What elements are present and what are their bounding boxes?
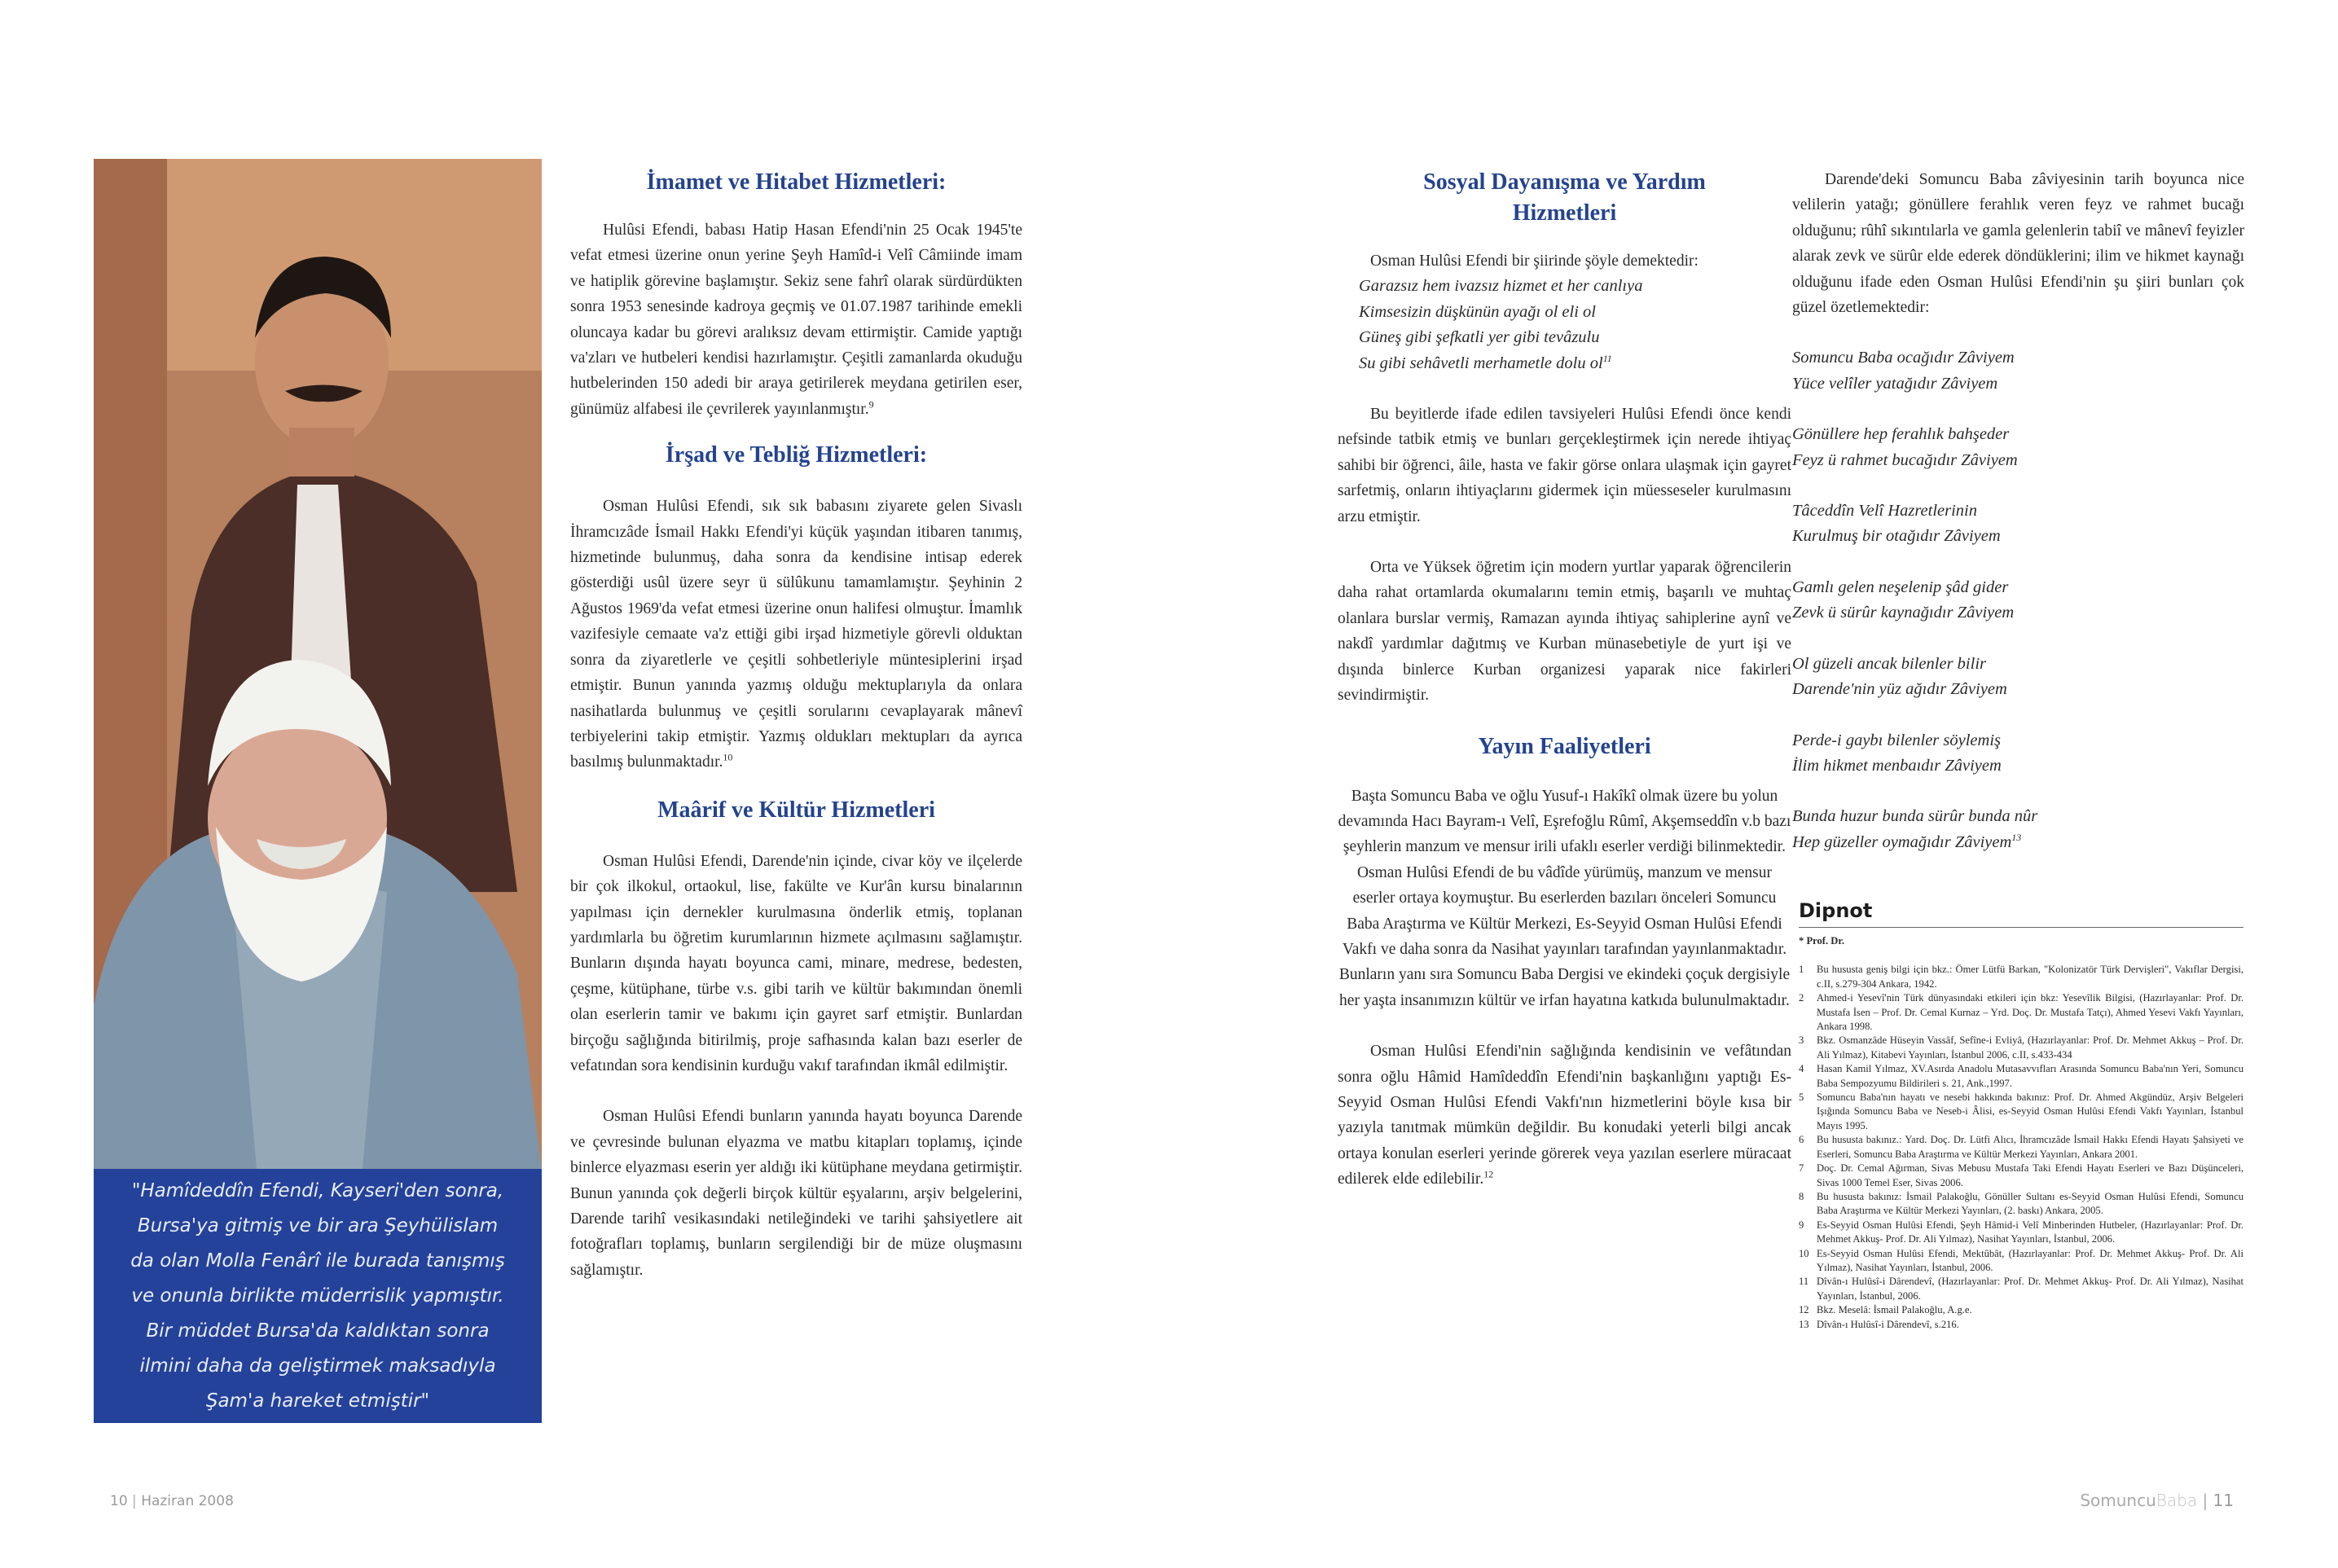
footnote-text: Somuncu Baba'nın hayatı ve nesebi hakkında bakınız: Prof. Dr. Ahmed Akgündüz, Arşiv Belgeleri Işığında Somuncu Baba ve Neseb-i Âlisi, es-Seyyid Osman Hulûsi Efendi Vakfı Yayınları, İstanbul Mayıs 1995. [1817, 1091, 2244, 1131]
footnote-text: Bu hususta bakınız: İsmail Palakoğlu, Gönüller Sultanı es-Seyyid Osman Hulûsi Efendi, Somuncu Baba Araştırma ve Kültür Merkezi Yayınları, (2. baskı) Ankara, 2005. [1817, 1190, 2244, 1217]
photo-caption: "Hamîdeddîn Efendi, Kayseri'den sonra, Bursa'ya gitmiş ve bir ara Şeyhülislam da olan Molla Fenârî ile burada tanışmış ve onunla birlikte müderrislik yapmıştır. Bir müddet Bursa'da kaldıktan sonra ilmini daha da geliştirmek maksadıyla Şam'a hareket etmiştir" [130, 1179, 505, 1412]
poem-stanza: Bunda huzur bunda sürûr bunda nûr Hep güzeller oymağıdır Zâviyem$^{13}$ [1792, 807, 2038, 851]
section-heading-yayin: Yayın Faaliyetleri [1478, 733, 1651, 759]
portrait-photo [94, 159, 542, 1169]
footnotes-section [1799, 899, 2244, 1332]
footnote-number: 13 [1799, 1318, 1809, 1330]
poem-stanza: Gamlı gelen neşelenip şâd gider Zevk ü sürûr kaynağıdır Zâviyem [1792, 578, 2015, 622]
footnote-ref: 13 [2011, 831, 2022, 843]
footnote-text: Hasan Kamil Yılmaz, XV.Asırda Anadolu Mutasavvıfları Arasında Somuncu Baba'nın Yeri, Somuncu Baba Sempozyumu Bildirileri s. 21, Ank.,1997. [1817, 1063, 2244, 1089]
verse-line: Kimsesizin düşkünün ayağı ol eli ol [1359, 302, 1596, 321]
verse-line: Su gibi sehâvetli merhametle dolu $ol^{11}$ [1359, 352, 1612, 372]
verse-line: Garazsız hem ivazsız hizmet et her canlıya [1359, 277, 1643, 296]
footnote-number: 9 [1799, 1219, 1804, 1231]
footnote-number: 4 [1799, 1063, 1804, 1075]
footnote-number: 5 [1799, 1091, 1804, 1104]
right-text-column-2 [1792, 167, 2244, 855]
footnote-number: 11 [1799, 1276, 1809, 1288]
paragraph-vakif: Osman Hulûsi Efendi'nin sağlığında kendisinin ve vefâtından sonra oğlu Hâmid Hamîdeddîn Efendi'nin başkanlığını yaptığı Es-Seyyid Osman Hulûsi Efendi Vakfı'nın hizmetlerini böyle kısa bir yazıyla tanıtmak mümkün değildir. Bu konudaki yeterli bilgi ancak ortaya konulan eserleri yerinde görerek veya yazılan eserlere müracaat edilerek elde edilebilir.$^{12}$ [1338, 1043, 1791, 1188]
poem-zaviyem [1792, 345, 2244, 855]
footnote-item [1799, 963, 2244, 991]
footnote-item [1799, 1133, 2244, 1162]
footnote-item [1799, 1162, 2244, 1190]
page-number-left: 10 [110, 1493, 128, 1509]
paragraph-irsad: Osman Hulûsi Efendi, sık sık babasını ziyarete gelen Sivaslı İhramcızâde İsmail Hakkı Efendi'yi küçük yaşından itibaren tanımış, hizmetinde bulunmuş, daha sonra da kendisine intisap ederek gösterdiği usûl üzere seyr ü sülûkunu tamamlamıştır. Şeyhinin 2 Ağustos 1969'da vefat etmesi üzerine onun halifesi olmuştur. İmamlık vazifesiyle cemaate va'z ettiği gibi irşad hizmetiyle görevli olduktan sonra da ziyaretlerle ve çeşitli sohbetleriyle müntesiplerini irşad etmiştir. Bunun yanında yazmış olduğu mektuplarıyla da onlara nasihatlarda bulunmuş ve çeşitli sorularını cevaplayarak mânevî terbiyelerini takip etmiştir. Yazmış oldukları mektupları da ayrıca basılmış bulunmaktadır.$^{10}$ [570, 498, 1022, 771]
right-text-column-1 [1338, 167, 1791, 1192]
footer-divider: | [2202, 1491, 2213, 1510]
footnote-ref: 10 [723, 751, 733, 763]
right-page-footer [2080, 1491, 2234, 1510]
footnote-number: 12 [1799, 1304, 1809, 1316]
footnote-ref: 12 [1483, 1168, 1494, 1180]
footnote-text: Ahmed-i Yesevî'nin Türk dünyasındaki etkileri için bkz: Yesevîlik Bilgisi, (Hazırlayanlar: Prof. Dr. Mustafa İsen – Prof. Dr. Cemal Kurnaz – Yrd. Doç. Dr. Mustafa Tatçı), Ahmed Yesevi Vakfı Yayınları, Ankara 1998. [1817, 992, 2244, 1033]
footnotes-title: Dipnot [1799, 899, 1873, 922]
poem-stanza: Perde-i gaybı bilenler söylemiş İlim hikmet menbaıdır Zâviyem [1792, 731, 2002, 775]
footnote-number: 1 [1799, 964, 1804, 976]
footnote-number: 6 [1799, 1134, 1804, 1146]
footnote-text: Bkz. Osmanzâde Hüseyin Vassâf, Sefîne-i Evliyâ, (Hazırlayanlar: Prof. Dr. Mehmet Akkuş – Prof. Dr. Ali Yılmaz), Kitabevi Yayınları, İstanbul 2006, c.II, s.433-434 [1817, 1034, 2244, 1061]
issue-date: Haziran 2008 [141, 1493, 234, 1509]
footnote-item [1799, 1034, 2244, 1062]
section-heading-sosyal: Sosyal Dayanışma ve Yardım Hizmetleri [1423, 169, 1706, 226]
footnote-number: 2 [1799, 992, 1804, 1004]
poem-stanza: Gönüllere hep ferahlık bahşeder Feyz ü rahmet bucağıdır Zâviyem [1792, 425, 2018, 469]
paragraph-yurtlar: Orta ve Yüksek öğretim için modern yurtlar yaparak öğrencilerin daha rahat ortamlarda okumalarını temin etmiş, başarılı ve muhtaç olanlara burslar vermiş, Ramazan ayında ihtiyaç sahiplerine aynî ve nakdî yardımlar dağıtmış ve Kurban münasebetiyle de yurt işi ve dışında binlerce Kurban organizesi yaparak nice fakirleri sevindirmiştir. [1338, 559, 1791, 705]
footnotes-divider [1799, 927, 2244, 928]
footnote-item [1799, 1303, 2244, 1317]
footnote-text: Doç. Dr. Cemal Ağırman, Sivas Mebusu Mustafa Taki Efendi Hayatı Eserleri ve Bazı Düşünceleri, Sivas 1000 Temel Eser, Sivas 2006. [1817, 1162, 2244, 1188]
footnote-number: 3 [1799, 1034, 1804, 1047]
footnote-ref: 9 [868, 398, 874, 411]
footnote-text: Bu hususta bakınız.: Yard. Doç. Dr. Lütfi Alıcı, İhramcızâde İsmail Hakkı Efendi Hayatı Şahsiyeti ve Eserleri, Somuncu Baba Araştırma ve Kültür Merkezi Yayınları, Ankara 2001. [1817, 1134, 2244, 1160]
poem-stanza: Somuncu Baba ocağıdır Zâviyem Yüce velîler yatağıdır Zâviyem [1792, 349, 2015, 393]
footnote-item [1799, 1219, 2244, 1247]
section-heading-maarif: Maârif ve Kültür Hizmetleri [657, 797, 935, 823]
footnote-text: Dîvân-ı Hulûsî-i Dârendevî, (Hazırlayanlar: Prof. Dr. Mehmet Akkuş- Prof. Dr. Ali Yılmaz), Nasihat Yayınları, İstanbul, 2006. [1817, 1276, 2244, 1302]
paragraph-maarif-2: Osman Hulûsi Efendi bunların yanında hayatı boyunca Darende ve çevresinde bulunan elyazma ve matbu kitapları toplamış, içinde binlerce elyazması eserin yer aldığı iki kütüphane meydana getirmiştir. Bunun yanında çok değerli birçok kültür eşyalarını, arşiv belgelerini, Darende tarihî vesikasındaki netileğindeki ve tarihi şahsiyetlere ait fotoğrafları toplamış, bunların sergilendiği bir de müze oluşmasını sağlamıştır. [570, 1108, 1022, 1279]
poem-stanza: Ol güzeli ancak bilenler bilir Darende'nin yüz ağıdır Zâviyem [1792, 654, 2007, 699]
portrait-illustration [94, 159, 542, 1169]
footnote-number: 7 [1799, 1162, 1804, 1175]
paragraph-beyitler: Bu beyitlerde ifade edilen tavsiyeleri Hulûsi Efendi önce kendi nefsinde tatbik etmiş ve bunları gerçekleştirmek için nerede ihtiyaç sahibi bir öğrenci, âile, hasta ve fakir görse onlara ulaşmak için gayret sarfetmiş, onların ihtiyaçlarını gidermek için müesseseler kurulmasını arzu etmiştir. [1338, 406, 1791, 525]
page-number-right: 11 [2213, 1491, 2234, 1510]
paragraph-maarif-1: Osman Hulûsi Efendi, Darende'nin içinde, civar köy ve ilçelerde bir çok ilkokul, ortaokul, lise, fakülte ve Kur'ân kursu binalarının yapılması için dernekler kurulmasına önderlik etmiş, toplanan yardımlarla bu öğretim kurumlarının hizmete açılmasını sağlamıştır. Bunların dışında hayatı boyunca cami, minare, medrese, bedesten, çeşme, kütüphane, türbe v.s. gibi tarih ve kültür bakımından önemli olan eserlerin tamir ve bakımı için gayret sarf etmiştir. Bunlardan birçoğu sağlığında bitirilmiş, proje safhasında kalan bazı eserler de vefatından sora kendisinin kurduğu vakıf tarafından ikmâl edilmiştir. [570, 852, 1022, 1074]
photo-caption-box [94, 1169, 542, 1423]
footnote-number: 10 [1799, 1247, 1809, 1259]
verse-intro: Osman Hulûsi Efendi bir şiirinde şöyle demektedir: [1370, 253, 1699, 270]
footnote-number: 8 [1799, 1190, 1804, 1202]
paragraph-imamet: Hulûsi Efendi, babası Hatip Hasan Efendi'nin 25 Ocak 1945'te vefat etmesi üzerine onun yerine Şeyh Hamîd-i Velî Câmiinde imam ve hatiplik görevine başlamıştır. Sekiz sene fahrî olarak sürdürdükten sonra 1953 senesinde kadroya geçmiş ve 01.07.1987 tarihinde emekli oluncaya kadar bu görevi aralıksız devam ettirmiştir. Camide yaptığı va'zları ve hutbeleri kendisi hazırlamıştır. Çeşitli zamanlarda okuduğu hutbelerinden 150 adedi bir araya getirilerek meydana getirilen eser, günümüz alfabesi ile çevrilerek yayınlanmıştır.$^9$ [570, 222, 1022, 418]
section-heading-imamet: İmamet ve Hitabet Hizmetleri: [646, 169, 947, 195]
footnote-text: Es-Seyyid Osman Hulûsi Efendi, Şeyh Hâmid-i Velî Minberinden Hutbeler, (Hazırlayanlar: Prof. Dr. Mehmet Akkuş- Prof. Dr. Ali Yılmaz), Nasihat Yayınları, İstanbul, 2006. [1817, 1219, 2244, 1245]
verse-line: Güneş gibi şefkatli yer gibi tevâzulu [1359, 328, 1600, 347]
verse-block-1 [1338, 274, 1791, 376]
paragraph-zaviye: Darende'deki Somuncu Baba zâviyesinin tarih boyunca nice velilerin yatağı; gönüllere ferahlık veren feyz ve rahmet bucağı olduğunu; rûhî sıkıntılarla ve gamla gelenlerin tabiî ve mânevî feyizler alarak zevk ve sürûr elde ederek döndüklerini; ilim ve hikmet kaynağı olduğunu ifade eden Osman Hulûsi Efendi'nin şu şiiri bunları çok güzel özetlemektedir: [1792, 171, 2244, 317]
left-page-footer [110, 1493, 234, 1509]
left-text-column [570, 167, 1022, 1283]
brand-logo: SomuncuBaba [2080, 1491, 2198, 1510]
footnote-item [1799, 1091, 2244, 1133]
poem-stanza: Tâceddîn Velî Hazretlerinin Kurulmuş bir otağıdır Zâviyem [1792, 502, 2001, 546]
paragraph-yayin: Başta Somuncu Baba ve oğlu Yusuf-ı Hakîkî olmak üzere bu yolun devamında Hacı Bayram-ı Velî, Eşrefoğlu Rûmî, Akşemseddîn v.b bazı şeyhlerin manzum ve mensur irili ufaklı eserler verdiği bilinmektedir. Osman Hulûsi Efendi de bu vâdîde yürümüş, manzum ve mensur eserler ortaya koymuştur. Bu eserlerden bazıları önceleri Somuncu Baba Araştırma ve Kültür Merkezi, Es-Seyyid Osman Hulûsi Efendi Vakfı ve daha sonra da Nasihat yayınları tarafından yayınlanmaktadır. Bunların yanı sıra Somuncu Baba Dergisi ve ekindeki çoçuk dergisiyle her yaşta insanımızın kültür ve irfan hayatına katkıda bulunulmaktadır. [1338, 787, 1791, 1009]
footnote-ref: 11 [1602, 352, 1612, 364]
footnote-text: Dîvân-ı Hulûsî-i Dârendevî, s.216. [1817, 1318, 1959, 1330]
footnote-item [1799, 991, 2244, 1034]
footer-divider: | [132, 1493, 142, 1509]
footnote-item [1799, 1318, 2244, 1332]
footnote-item [1799, 1275, 2244, 1303]
footnote-list [1799, 963, 2244, 1332]
footnote-text: Bu hususta geniş bilgi için bkz.: Ömer Lütfü Barkan, "Kolonizatör Türk Dervişleri", Vakıflar Dergisi, c.II, s.279-304 Ankara, 1942. [1817, 964, 2244, 990]
footnote-item [1799, 1247, 2244, 1276]
footnote-item [1799, 1190, 2244, 1219]
footnote-text: Bkz. Meselâ: İsmail Palakoğlu, A.g.e. [1817, 1304, 1972, 1316]
footnote-text: Es-Seyyid Osman Hulûsi Efendi, Mektûbât, (Hazırlayanlar: Prof. Dr. Mehmet Akkuş- Prof. Dr. Ali Yılmaz), Nasihat Yayınları, İstanbul, 2006. [1817, 1247, 2244, 1273]
author-note: * Prof. Dr. [1799, 935, 1844, 947]
footnote-item [1799, 1062, 2244, 1091]
section-heading-irsad: İrşad ve Tebliğ Hizmetleri: [665, 442, 928, 468]
